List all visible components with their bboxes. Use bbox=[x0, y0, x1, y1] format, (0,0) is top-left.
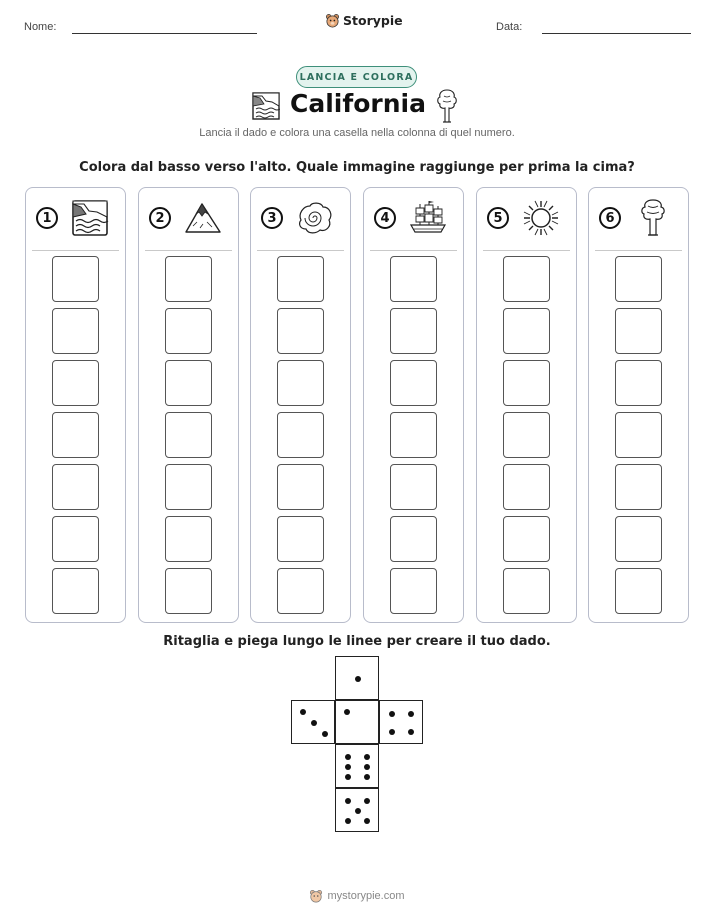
footer-url[interactable]: mystorypie.com bbox=[327, 890, 405, 902]
color-box[interactable] bbox=[277, 360, 324, 406]
color-box[interactable] bbox=[503, 464, 550, 510]
column-2 bbox=[138, 187, 239, 623]
column-number: 4 bbox=[374, 207, 396, 229]
color-box[interactable] bbox=[503, 360, 550, 406]
activity-pill: LANCIA E COLORA bbox=[296, 66, 417, 88]
pip bbox=[345, 764, 351, 770]
column-divider bbox=[483, 250, 570, 251]
column-number: 2 bbox=[149, 207, 171, 229]
color-box[interactable] bbox=[165, 464, 212, 510]
die-face-5 bbox=[335, 788, 379, 832]
color-box[interactable] bbox=[503, 516, 550, 562]
color-box[interactable] bbox=[165, 412, 212, 458]
color-box[interactable] bbox=[277, 568, 324, 614]
pip bbox=[311, 720, 317, 726]
mountain-icon bbox=[183, 198, 223, 238]
color-box[interactable] bbox=[390, 360, 437, 406]
column-5 bbox=[476, 187, 577, 623]
color-box[interactable] bbox=[165, 568, 212, 614]
color-box[interactable] bbox=[277, 516, 324, 562]
column-1 bbox=[25, 187, 126, 623]
color-box[interactable] bbox=[165, 256, 212, 302]
pip bbox=[389, 711, 395, 717]
column-divider bbox=[257, 250, 344, 251]
pip bbox=[408, 729, 414, 735]
color-box[interactable] bbox=[165, 516, 212, 562]
pip bbox=[364, 798, 370, 804]
color-box[interactable] bbox=[52, 308, 99, 354]
pip bbox=[345, 774, 351, 780]
color-box[interactable] bbox=[503, 568, 550, 614]
date-label: Data: bbox=[496, 21, 523, 33]
column-number: 6 bbox=[599, 207, 621, 229]
pip bbox=[364, 818, 370, 824]
pip bbox=[355, 676, 361, 682]
column-number: 5 bbox=[487, 207, 509, 229]
color-box[interactable] bbox=[390, 308, 437, 354]
pip bbox=[364, 764, 370, 770]
pip bbox=[389, 729, 395, 735]
redwood-tree-icon bbox=[436, 88, 458, 124]
die-face-4 bbox=[379, 700, 423, 744]
color-box[interactable] bbox=[615, 412, 662, 458]
color-box[interactable] bbox=[615, 308, 662, 354]
footer bbox=[0, 889, 714, 903]
pip bbox=[300, 709, 306, 715]
color-box[interactable] bbox=[615, 360, 662, 406]
color-box[interactable] bbox=[503, 256, 550, 302]
coast-icon bbox=[252, 92, 280, 120]
column-6 bbox=[588, 187, 689, 623]
bear-mascot-icon bbox=[309, 889, 323, 903]
cut-instruction: Ritaglia e piega lungo le linee per creare il tuo dado. bbox=[163, 634, 551, 649]
column-divider bbox=[370, 250, 457, 251]
color-box[interactable] bbox=[503, 308, 550, 354]
color-box[interactable] bbox=[52, 256, 99, 302]
color-box[interactable] bbox=[390, 256, 437, 302]
fog-swirl-icon bbox=[295, 198, 335, 238]
color-box[interactable] bbox=[390, 464, 437, 510]
redwood-tree-icon bbox=[633, 198, 673, 238]
color-box[interactable] bbox=[615, 568, 662, 614]
page-subtitle: Lancia il dado e colora una casella nella colonna di quel numero. bbox=[199, 127, 515, 139]
color-box[interactable] bbox=[390, 412, 437, 458]
sun-icon bbox=[521, 198, 561, 238]
pip bbox=[344, 709, 350, 715]
die-face-3 bbox=[291, 700, 335, 744]
pip bbox=[408, 711, 414, 717]
color-box[interactable] bbox=[52, 360, 99, 406]
pip bbox=[345, 798, 351, 804]
color-box[interactable] bbox=[52, 464, 99, 510]
color-box[interactable] bbox=[615, 256, 662, 302]
game-instruction: Colora dal basso verso l'alto. Quale immagine raggiunge per prima la cima? bbox=[79, 160, 635, 175]
color-box[interactable] bbox=[277, 464, 324, 510]
pip bbox=[355, 808, 361, 814]
color-box[interactable] bbox=[277, 412, 324, 458]
column-4 bbox=[363, 187, 464, 623]
name-line[interactable] bbox=[72, 33, 257, 34]
sailing-ship-icon bbox=[408, 198, 448, 238]
color-box[interactable] bbox=[503, 412, 550, 458]
brand-logo bbox=[325, 13, 403, 28]
pip bbox=[322, 731, 328, 737]
color-box[interactable] bbox=[52, 568, 99, 614]
color-box[interactable] bbox=[52, 412, 99, 458]
column-divider bbox=[32, 250, 119, 251]
color-box[interactable] bbox=[615, 516, 662, 562]
column-3 bbox=[250, 187, 351, 623]
color-box[interactable] bbox=[277, 256, 324, 302]
column-divider bbox=[595, 250, 682, 251]
column-number: 1 bbox=[36, 207, 58, 229]
die-face-6 bbox=[335, 744, 379, 788]
color-box[interactable] bbox=[615, 464, 662, 510]
pip bbox=[364, 754, 370, 760]
coast-wave-icon bbox=[70, 198, 110, 238]
color-box[interactable] bbox=[52, 516, 99, 562]
column-number: 3 bbox=[261, 207, 283, 229]
pip bbox=[364, 774, 370, 780]
color-box[interactable] bbox=[277, 308, 324, 354]
pip bbox=[345, 818, 351, 824]
column-divider bbox=[145, 250, 232, 251]
date-line[interactable] bbox=[542, 33, 691, 34]
die-face-1 bbox=[335, 656, 379, 700]
pip bbox=[345, 754, 351, 760]
page-title: California bbox=[290, 89, 426, 118]
color-box[interactable] bbox=[165, 360, 212, 406]
die-face-1 bbox=[335, 700, 379, 744]
color-box[interactable] bbox=[390, 568, 437, 614]
name-label: Nome: bbox=[24, 21, 57, 33]
bear-mascot-icon bbox=[325, 13, 340, 28]
color-box[interactable] bbox=[165, 308, 212, 354]
color-box[interactable] bbox=[390, 516, 437, 562]
brand-name: Storypie bbox=[343, 13, 403, 28]
